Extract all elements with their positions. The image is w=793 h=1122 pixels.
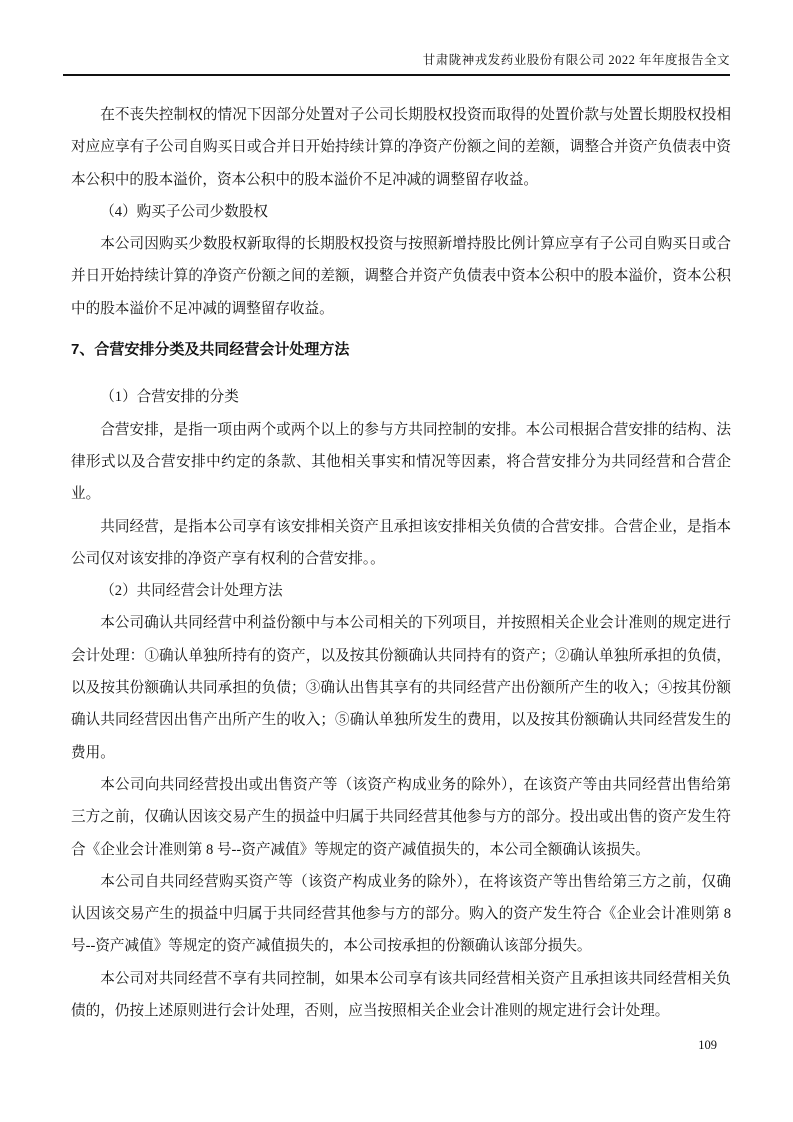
paragraph: 本公司对共同经营不享有共同控制，如果本公司享有该共同经营相关资产且承担该共同经营相关负债的，仍按上述原则进行会计处理，否则，应当按照相关企业会计准则的规定进行会计处理。 — [71, 970, 731, 1020]
sub-item-label: （4）购买子公司少数股权 — [100, 203, 269, 220]
paragraph: 本公司向共同经营投出或出售资产等（该资产构成业务的除外），在该资产等由共同经营出售给第三方之前，仅确认因该交易产生的损益中归属于共同经营其他参与方的部分。投出或出售的资产发生符合《企业会计准则第 8 号--资产减值》等规定的资产减值损失的，本公司全额确认该损失。 — [71, 776, 731, 858]
paragraph: 共同经营，是指本公司享有该安排相关资产且承担该安排相关负债的合营安排。合营企业，是指本公司仅对该安排的净资产享有权利的合营安排。。 — [71, 518, 731, 567]
sub-item-label: （1）合营安排的分类 — [100, 389, 239, 406]
page-footer — [0, 1038, 717, 1053]
paragraph: 合营安排，是指一项由两个或两个以上的参与方共同控制的安排。本公司根据合营安排的结构、法律形式以及合营安排中约定的条款、其他相关事实和情况等因素，将合营安排分为共同经营和合营企业。 — [71, 421, 731, 503]
page-header — [63, 0, 730, 76]
paragraph: 本公司确认共同经营中利益份额中与本公司相关的下列项目，并按照相关企业会计准则的规定进行会计处理：①确认单独所持有的资产，以及按其份额确认共同持有的资产；②确认单独所承担的负债，以及按其份额确认共同承担的负债；③确认出售其享有的共同经营产出份额所产生的收入；④按其份额确认共同经营因出售产出所产生的收入；⑤确认单独所发生的费用，以及按其份额确认共同经营发生的费用。 — [71, 615, 731, 761]
paragraph: 在不丧失控制权的情况下因部分处置对子公司长期股权投资而取得的处置价款与处置长期股权投相对应应享有子公司自购买日或合并日开始持续计算的净资产份额之间的差额，调整合并资产负债表中资本公积中的股本溢价，资本公积中的股本溢价不足冲减的调整留存收益。 — [71, 107, 731, 188]
section-heading: 7、合营安排分类及共同经营会计处理方法 — [71, 341, 350, 359]
document-body — [71, 99, 731, 1027]
page-number: 109 — [698, 1038, 717, 1052]
paragraph: 本公司自共同经营购买资产等（该资产构成业务的除外），在将该资产等出售给第三方之前，仅确认因该交易产生的损益中归属于共同经营其他参与方的部分。购入的资产发生符合《企业会计准则第 8 号--资产减值》等规定的资产减值损失的，本公司按承担的份额确认该部分损失。 — [71, 873, 731, 955]
sub-item-label: （2）共同经营会计处理方法 — [100, 583, 283, 600]
report-header-title: 甘肃陇神戎发药业股份有限公司 2022 年年度报告全文 — [422, 53, 730, 67]
paragraph: 本公司因购买少数股权新取得的长期股权投资与按照新增持股比例计算应享有子公司自购买日或合并日开始持续计算的净资产份额之间的差额，调整合并资产负债表中资本公积中的股本溢价，资本公积中的股本溢价不足冲减的调整留存收益。 — [71, 236, 731, 317]
